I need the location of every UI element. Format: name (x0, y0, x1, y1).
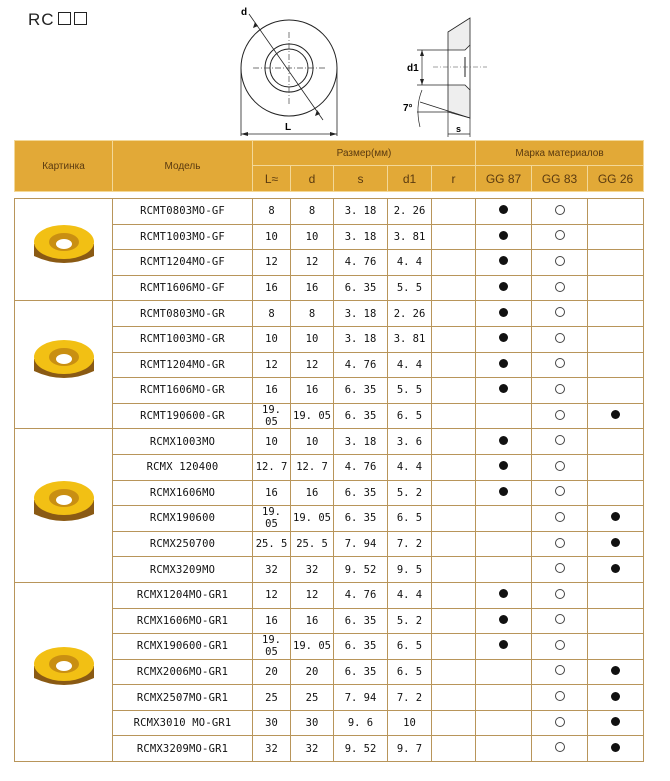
insert-rcmx-icon (29, 474, 99, 534)
filled-circle-icon (611, 410, 620, 419)
size-s-cell: 7. 94 (334, 685, 388, 711)
size-s-cell: 6. 35 (334, 275, 388, 301)
header-size-L: L≈ (253, 166, 291, 192)
filled-circle-icon (499, 640, 508, 649)
size-s-cell: 9. 52 (334, 736, 388, 762)
size-s-cell: 6. 35 (334, 634, 388, 660)
material-gg26-cell (588, 378, 644, 404)
size-d1-cell: 4. 4 (388, 250, 432, 276)
material-gg83-cell (532, 250, 588, 276)
product-table (14, 198, 644, 762)
model-cell: RCMT1003MO-GF (113, 224, 253, 250)
filled-circle-icon (611, 512, 620, 521)
size-r-cell (432, 710, 476, 736)
filled-circle-icon (499, 487, 508, 496)
size-d1-cell: 4. 4 (388, 582, 432, 608)
material-gg83-cell (532, 531, 588, 557)
model-cell: RCMX2006MO-GR1 (113, 659, 253, 685)
size-d-cell: 19. 05 (291, 403, 334, 429)
model-cell: RCMX1606MO (113, 480, 253, 506)
insert-image-cell (15, 429, 113, 583)
size-L-cell: 32 (253, 557, 291, 583)
size-L-cell: 19. 05 (253, 506, 291, 532)
material-gg87-cell (476, 378, 532, 404)
insert-gr-icon (29, 333, 99, 393)
filled-circle-icon (499, 231, 508, 240)
model-cell: RCMT0803MO-GR (113, 301, 253, 327)
filled-circle-icon (499, 436, 508, 445)
material-gg87-cell (476, 429, 532, 455)
open-circle-icon (555, 282, 565, 292)
material-gg87-cell (476, 275, 532, 301)
size-d1-cell: 7. 2 (388, 685, 432, 711)
material-gg87-cell (476, 352, 532, 378)
material-gg26-cell (588, 480, 644, 506)
size-r-cell (432, 659, 476, 685)
model-cell: RCMX1003MO (113, 429, 253, 455)
size-s-cell: 6. 35 (334, 659, 388, 685)
size-s-cell: 4. 76 (334, 250, 388, 276)
material-gg83-cell (532, 326, 588, 352)
material-gg83-cell (532, 608, 588, 634)
open-circle-icon (555, 665, 565, 675)
size-d1-cell: 6. 5 (388, 634, 432, 660)
size-L-cell: 12 (253, 250, 291, 276)
dim-d-label: d (241, 7, 248, 18)
size-d1-cell: 3. 6 (388, 429, 432, 455)
size-d-cell: 10 (291, 224, 334, 250)
header-material-gg83: GG 83 (532, 166, 588, 192)
material-gg87-cell (476, 199, 532, 225)
filled-circle-icon (499, 308, 508, 317)
size-d-cell: 32 (291, 557, 334, 583)
insert-image-cell (15, 582, 113, 761)
size-L-cell: 19. 05 (253, 634, 291, 660)
title-text: RC (28, 10, 55, 29)
material-gg26-cell (588, 224, 644, 250)
material-gg83-cell (532, 685, 588, 711)
insert-front-view-drawing (225, 0, 355, 140)
material-gg87-cell (476, 480, 532, 506)
model-cell: RCMT1606MO-GR (113, 378, 253, 404)
filled-circle-icon (499, 359, 508, 368)
size-d-cell: 30 (291, 710, 334, 736)
filled-circle-icon (611, 538, 620, 547)
size-d1-cell: 3. 81 (388, 224, 432, 250)
header-model: Модель (113, 141, 253, 192)
dim-s-label: s (456, 124, 462, 134)
open-circle-icon (555, 486, 565, 496)
material-gg87-cell (476, 301, 532, 327)
model-cell: RCMX1204MO-GR1 (113, 582, 253, 608)
material-gg87-cell (476, 557, 532, 583)
size-r-cell (432, 224, 476, 250)
size-d-cell: 10 (291, 326, 334, 352)
size-d-cell: 12 (291, 250, 334, 276)
size-L-cell: 25 (253, 685, 291, 711)
size-s-cell: 6. 35 (334, 608, 388, 634)
material-gg26-cell (588, 582, 644, 608)
size-s-cell: 7. 94 (334, 531, 388, 557)
material-gg83-cell (532, 403, 588, 429)
material-gg26-cell (588, 531, 644, 557)
table-row (15, 301, 644, 327)
size-d1-cell: 9. 5 (388, 557, 432, 583)
size-s-cell: 6. 35 (334, 378, 388, 404)
size-s-cell: 6. 35 (334, 480, 388, 506)
angle-label: 7° (403, 103, 413, 114)
material-gg26-cell (588, 454, 644, 480)
material-gg83-cell (532, 378, 588, 404)
size-L-cell: 12. 7 (253, 454, 291, 480)
size-d1-cell: 5. 5 (388, 275, 432, 301)
size-L-cell: 12 (253, 582, 291, 608)
filled-circle-icon (499, 333, 508, 342)
material-gg83-cell (532, 710, 588, 736)
material-gg26-cell (588, 710, 644, 736)
material-gg83-cell (532, 352, 588, 378)
model-cell: RCMX3010 MO-GR1 (113, 710, 253, 736)
size-L-cell: 32 (253, 736, 291, 762)
table-row (15, 429, 644, 455)
size-r-cell (432, 531, 476, 557)
size-L-cell: 12 (253, 352, 291, 378)
material-gg87-cell (476, 685, 532, 711)
model-cell: RCMT1003MO-GR (113, 326, 253, 352)
material-gg87-cell (476, 250, 532, 276)
material-gg83-cell (532, 480, 588, 506)
table-row (15, 582, 644, 608)
material-gg87-cell (476, 454, 532, 480)
size-L-cell: 10 (253, 429, 291, 455)
size-d1-cell: 3. 81 (388, 326, 432, 352)
material-gg26-cell (588, 736, 644, 762)
size-L-cell: 25. 5 (253, 531, 291, 557)
header-material-group: Марка материалов (476, 141, 644, 166)
size-s-cell: 3. 18 (334, 199, 388, 225)
open-circle-icon (555, 435, 565, 445)
open-circle-icon (555, 333, 565, 343)
size-d1-cell: 6. 5 (388, 506, 432, 532)
header-picture: Картинка (15, 141, 113, 192)
model-cell: RCMT0803MO-GF (113, 199, 253, 225)
size-r-cell (432, 454, 476, 480)
filled-circle-icon (499, 205, 508, 214)
insert-image-cell (15, 301, 113, 429)
filled-circle-icon (499, 256, 508, 265)
size-L-cell: 8 (253, 301, 291, 327)
insert-gf-icon (29, 218, 99, 278)
filled-circle-icon (611, 666, 620, 675)
material-gg26-cell (588, 506, 644, 532)
size-d1-cell: 7. 2 (388, 531, 432, 557)
size-L-cell: 8 (253, 199, 291, 225)
material-gg87-cell (476, 659, 532, 685)
material-gg83-cell (532, 736, 588, 762)
size-d-cell: 8 (291, 199, 334, 225)
size-L-cell: 30 (253, 710, 291, 736)
open-circle-icon (555, 307, 565, 317)
model-cell: RCMX3209MO-GR1 (113, 736, 253, 762)
size-d1-cell: 2. 26 (388, 301, 432, 327)
size-d1-cell: 9. 7 (388, 736, 432, 762)
placeholder-box-icon (58, 12, 71, 25)
material-gg26-cell (588, 275, 644, 301)
header-size-s: s (334, 166, 388, 192)
page-title (28, 10, 87, 30)
material-gg26-cell (588, 199, 644, 225)
dim-L-label: L (285, 122, 292, 133)
open-circle-icon (555, 614, 565, 624)
insert-gr1-icon (29, 640, 99, 700)
size-r-cell (432, 480, 476, 506)
material-gg87-cell (476, 736, 532, 762)
open-circle-icon (555, 640, 565, 650)
material-gg83-cell (532, 275, 588, 301)
size-d1-cell: 5. 2 (388, 608, 432, 634)
size-d-cell: 12. 7 (291, 454, 334, 480)
model-cell: RCMT1606MO-GF (113, 275, 253, 301)
open-circle-icon (555, 691, 565, 701)
size-s-cell: 9. 52 (334, 557, 388, 583)
open-circle-icon (555, 717, 565, 727)
open-circle-icon (555, 538, 565, 548)
filled-circle-icon (499, 461, 508, 470)
size-d-cell: 32 (291, 736, 334, 762)
size-r-cell (432, 378, 476, 404)
material-gg87-cell (476, 608, 532, 634)
header-size-group: Размер(мм) (253, 141, 476, 166)
size-L-cell: 10 (253, 224, 291, 250)
size-r-cell (432, 352, 476, 378)
size-d-cell: 16 (291, 275, 334, 301)
size-s-cell: 6. 35 (334, 403, 388, 429)
size-r-cell (432, 199, 476, 225)
material-gg87-cell (476, 326, 532, 352)
filled-circle-icon (611, 564, 620, 573)
header-material-gg87: GG 87 (476, 166, 532, 192)
open-circle-icon (555, 512, 565, 522)
open-circle-icon (555, 384, 565, 394)
filled-circle-icon (499, 282, 508, 291)
insert-side-view-drawing (395, 15, 495, 140)
size-r-cell (432, 429, 476, 455)
size-d1-cell: 4. 4 (388, 454, 432, 480)
size-L-cell: 20 (253, 659, 291, 685)
size-r-cell (432, 403, 476, 429)
size-r-cell (432, 736, 476, 762)
material-gg87-cell (476, 634, 532, 660)
material-gg87-cell (476, 506, 532, 532)
size-d1-cell: 6. 5 (388, 659, 432, 685)
open-circle-icon (555, 230, 565, 240)
table-header (14, 140, 644, 192)
filled-circle-icon (499, 384, 508, 393)
size-s-cell: 4. 76 (334, 352, 388, 378)
size-d-cell: 10 (291, 429, 334, 455)
size-d-cell: 12 (291, 582, 334, 608)
model-cell: RCMX190600-GR1 (113, 634, 253, 660)
placeholder-box-icon (74, 12, 87, 25)
size-d1-cell: 10 (388, 710, 432, 736)
material-gg83-cell (532, 582, 588, 608)
material-gg26-cell (588, 326, 644, 352)
size-d-cell: 16 (291, 378, 334, 404)
material-gg26-cell (588, 429, 644, 455)
model-cell: RCMX3209MO (113, 557, 253, 583)
table-row (15, 199, 644, 225)
size-s-cell: 9. 6 (334, 710, 388, 736)
open-circle-icon (555, 205, 565, 215)
size-d-cell: 19. 05 (291, 506, 334, 532)
material-gg83-cell (532, 199, 588, 225)
model-cell: RCMX 120400 (113, 454, 253, 480)
size-r-cell (432, 275, 476, 301)
size-d-cell: 25 (291, 685, 334, 711)
size-d-cell: 25. 5 (291, 531, 334, 557)
size-s-cell: 3. 18 (334, 429, 388, 455)
material-gg83-cell (532, 659, 588, 685)
open-circle-icon (555, 563, 565, 573)
open-circle-icon (555, 461, 565, 471)
size-d-cell: 16 (291, 608, 334, 634)
size-r-cell (432, 301, 476, 327)
open-circle-icon (555, 742, 565, 752)
size-r-cell (432, 557, 476, 583)
material-gg83-cell (532, 224, 588, 250)
material-gg26-cell (588, 301, 644, 327)
open-circle-icon (555, 589, 565, 599)
size-d1-cell: 4. 4 (388, 352, 432, 378)
size-s-cell: 3. 18 (334, 326, 388, 352)
size-s-cell: 4. 76 (334, 454, 388, 480)
filled-circle-icon (611, 692, 620, 701)
size-r-cell (432, 326, 476, 352)
model-cell: RCMX250700 (113, 531, 253, 557)
material-gg26-cell (588, 685, 644, 711)
size-d-cell: 20 (291, 659, 334, 685)
filled-circle-icon (499, 615, 508, 624)
header-size-d: d (291, 166, 334, 192)
header-material-gg26: GG 26 (588, 166, 644, 192)
material-gg87-cell (476, 403, 532, 429)
material-gg83-cell (532, 557, 588, 583)
size-s-cell: 4. 76 (334, 582, 388, 608)
size-r-cell (432, 250, 476, 276)
model-cell: RCMX1606MO-GR1 (113, 608, 253, 634)
material-gg83-cell (532, 301, 588, 327)
size-d-cell: 16 (291, 480, 334, 506)
size-d1-cell: 6. 5 (388, 403, 432, 429)
size-s-cell: 3. 18 (334, 301, 388, 327)
size-d-cell: 19. 05 (291, 634, 334, 660)
size-r-cell (432, 506, 476, 532)
size-s-cell: 3. 18 (334, 224, 388, 250)
size-d-cell: 12 (291, 352, 334, 378)
material-gg87-cell (476, 224, 532, 250)
model-cell: RCMT190600-GR (113, 403, 253, 429)
material-gg26-cell (588, 608, 644, 634)
size-s-cell: 6. 35 (334, 506, 388, 532)
filled-circle-icon (611, 717, 620, 726)
material-gg83-cell (532, 429, 588, 455)
model-cell: RCMT1204MO-GR (113, 352, 253, 378)
dim-d1-label: d1 (407, 63, 419, 74)
open-circle-icon (555, 256, 565, 266)
insert-image-cell (15, 199, 113, 301)
size-L-cell: 16 (253, 378, 291, 404)
material-gg87-cell (476, 710, 532, 736)
material-gg26-cell (588, 659, 644, 685)
size-d1-cell: 2. 26 (388, 199, 432, 225)
header-size-d1: d1 (388, 166, 432, 192)
size-r-cell (432, 634, 476, 660)
size-r-cell (432, 608, 476, 634)
size-L-cell: 10 (253, 326, 291, 352)
size-L-cell: 16 (253, 480, 291, 506)
open-circle-icon (555, 410, 565, 420)
material-gg87-cell (476, 531, 532, 557)
material-gg83-cell (532, 454, 588, 480)
material-gg26-cell (588, 557, 644, 583)
size-r-cell (432, 582, 476, 608)
size-L-cell: 16 (253, 608, 291, 634)
material-gg87-cell (476, 582, 532, 608)
header-size-r: r (432, 166, 476, 192)
size-d1-cell: 5. 5 (388, 378, 432, 404)
material-gg26-cell (588, 352, 644, 378)
model-cell: RCMX2507MO-GR1 (113, 685, 253, 711)
material-gg83-cell (532, 634, 588, 660)
size-d-cell: 8 (291, 301, 334, 327)
model-cell: RCMX190600 (113, 506, 253, 532)
model-cell: RCMT1204MO-GF (113, 250, 253, 276)
open-circle-icon (555, 358, 565, 368)
size-L-cell: 19. 05 (253, 403, 291, 429)
size-L-cell: 16 (253, 275, 291, 301)
material-gg83-cell (532, 506, 588, 532)
material-gg26-cell (588, 250, 644, 276)
size-r-cell (432, 685, 476, 711)
material-gg26-cell (588, 634, 644, 660)
material-gg26-cell (588, 403, 644, 429)
filled-circle-icon (499, 589, 508, 598)
filled-circle-icon (611, 743, 620, 752)
size-d1-cell: 5. 2 (388, 480, 432, 506)
